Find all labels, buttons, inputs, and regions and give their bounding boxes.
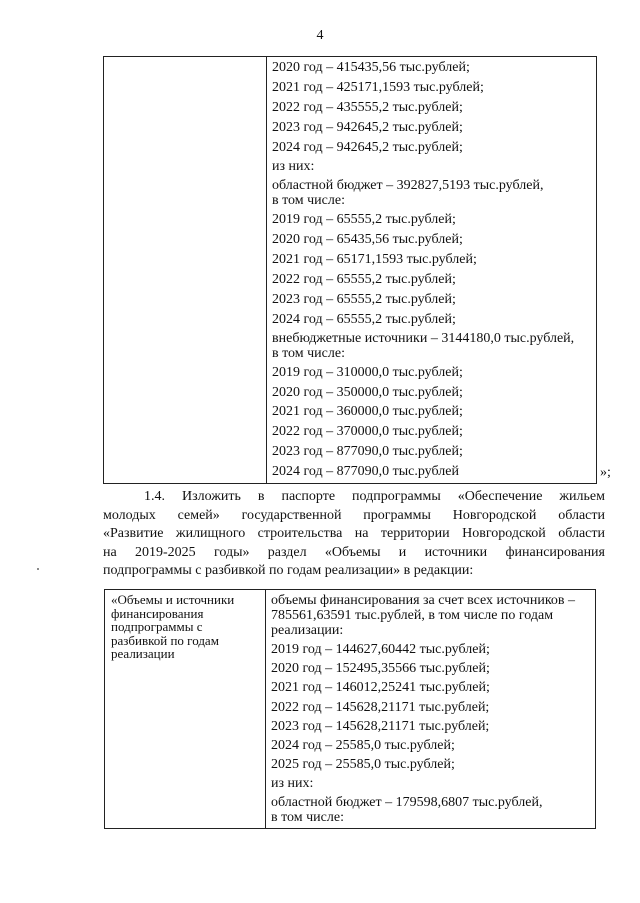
table1-line: 2022 год – 370000,0 тыс.рублей; <box>272 424 463 440</box>
table2-line: 2025 год – 25585,0 тыс.рублей; <box>271 757 455 773</box>
table1-line: внебюджетные источники – 3144180,0 тыс.рублей, в том числе: <box>272 330 575 361</box>
table1-line: 2022 год – 435555,2 тыс.рублей; <box>272 99 463 115</box>
table2-section-heading: «Объемы и источники финансирования подпрограммы с разбивкой по годам реализации <box>111 592 235 661</box>
table2-line: 2022 год – 145628,21171 тыс.рублей; <box>271 699 490 715</box>
table1-line: 2020 год – 65435,56 тыс.рублей; <box>272 232 463 248</box>
table1-line: 2021 год – 65171,1593 тыс.рублей; <box>272 252 477 268</box>
table1-line: 2019 год – 310000,0 тыс.рублей; <box>272 364 463 380</box>
table1-line: областной бюджет – 392827,5193 тыс.рублей, в том числе: <box>272 178 544 209</box>
table1-line: 2023 год – 942645,2 тыс.рублей; <box>272 119 463 135</box>
table2-line: объемы финансирования за счет всех источников – 785561,63591 тыс.рублей, в том числе по годам реализации: <box>271 593 576 638</box>
paragraph-line: на 2019-2025 годы» раздел «Объемы и источники финансирования <box>103 544 605 560</box>
table1-line: 2021 год – 425171,1593 тыс.рублей; <box>272 79 484 95</box>
table1-line: 2023 год – 877090,0 тыс.рублей; <box>272 444 463 460</box>
table2-line: 2023 год – 145628,21171 тыс.рублей; <box>271 718 490 734</box>
table1-line: 2019 год – 65555,2 тыс.рублей; <box>272 212 456 228</box>
page-number: 4 <box>316 28 324 43</box>
table2-line: 2020 год – 152495,35566 тыс.рублей; <box>271 661 490 677</box>
amendment-paragraph <box>103 488 605 581</box>
table2-line: 2024 год – 25585,0 тыс.рублей; <box>271 737 455 753</box>
paragraph-line: подпрограммы с разбивкой по годам реализации» в редакции: <box>103 563 474 579</box>
table2-right-cell <box>266 590 596 829</box>
table1-right-cell <box>267 57 597 484</box>
funding-table-continued <box>103 56 597 484</box>
table1-line: 2024 год – 942645,2 тыс.рублей; <box>272 139 463 155</box>
table1-line: 2022 год – 65555,2 тыс.рублей; <box>272 272 456 288</box>
table2-line: 2019 год – 144627,60442 тыс.рублей; <box>271 642 490 657</box>
paragraph-line: 1.4. Изложить в паспорте подпрограммы «Обеспечение жильем <box>144 489 605 504</box>
closing-quote-mark: »; <box>600 465 611 480</box>
paragraph-line: молодых семей» государственной программы Новгородской области <box>103 507 605 523</box>
table1-line: 2021 год – 360000,0 тыс.рублей; <box>272 404 463 420</box>
table2-lines <box>266 590 595 825</box>
table1-line: из них: <box>272 159 315 175</box>
table2-line: областной бюджет – 179598,6807 тыс.рублей, в том числе: <box>271 794 543 825</box>
funding-table-new-edition <box>104 589 596 829</box>
table1-line: 2023 год – 65555,2 тыс.рублей; <box>272 291 456 307</box>
table1-left-cell <box>104 57 267 484</box>
table2-line: 2021 год – 146012,25241 тыс.рублей; <box>271 680 490 696</box>
table2-line: из них: <box>271 776 314 792</box>
table1-line: 2024 год – 877090,0 тыс.рублей <box>272 464 459 480</box>
paragraph-line: «Развитие жилищного строительства на территории Новгородской области <box>103 526 605 542</box>
table1-line: 2020 год – 350000,0 тыс.рублей; <box>272 384 463 400</box>
margin-mark <box>37 568 39 570</box>
table1-line: 2020 год – 415435,56 тыс.рублей; <box>272 60 470 75</box>
table1-lines <box>267 57 596 483</box>
table2-left-cell <box>105 590 266 829</box>
table1-line: 2024 год – 65555,2 тыс.рублей; <box>272 311 456 327</box>
